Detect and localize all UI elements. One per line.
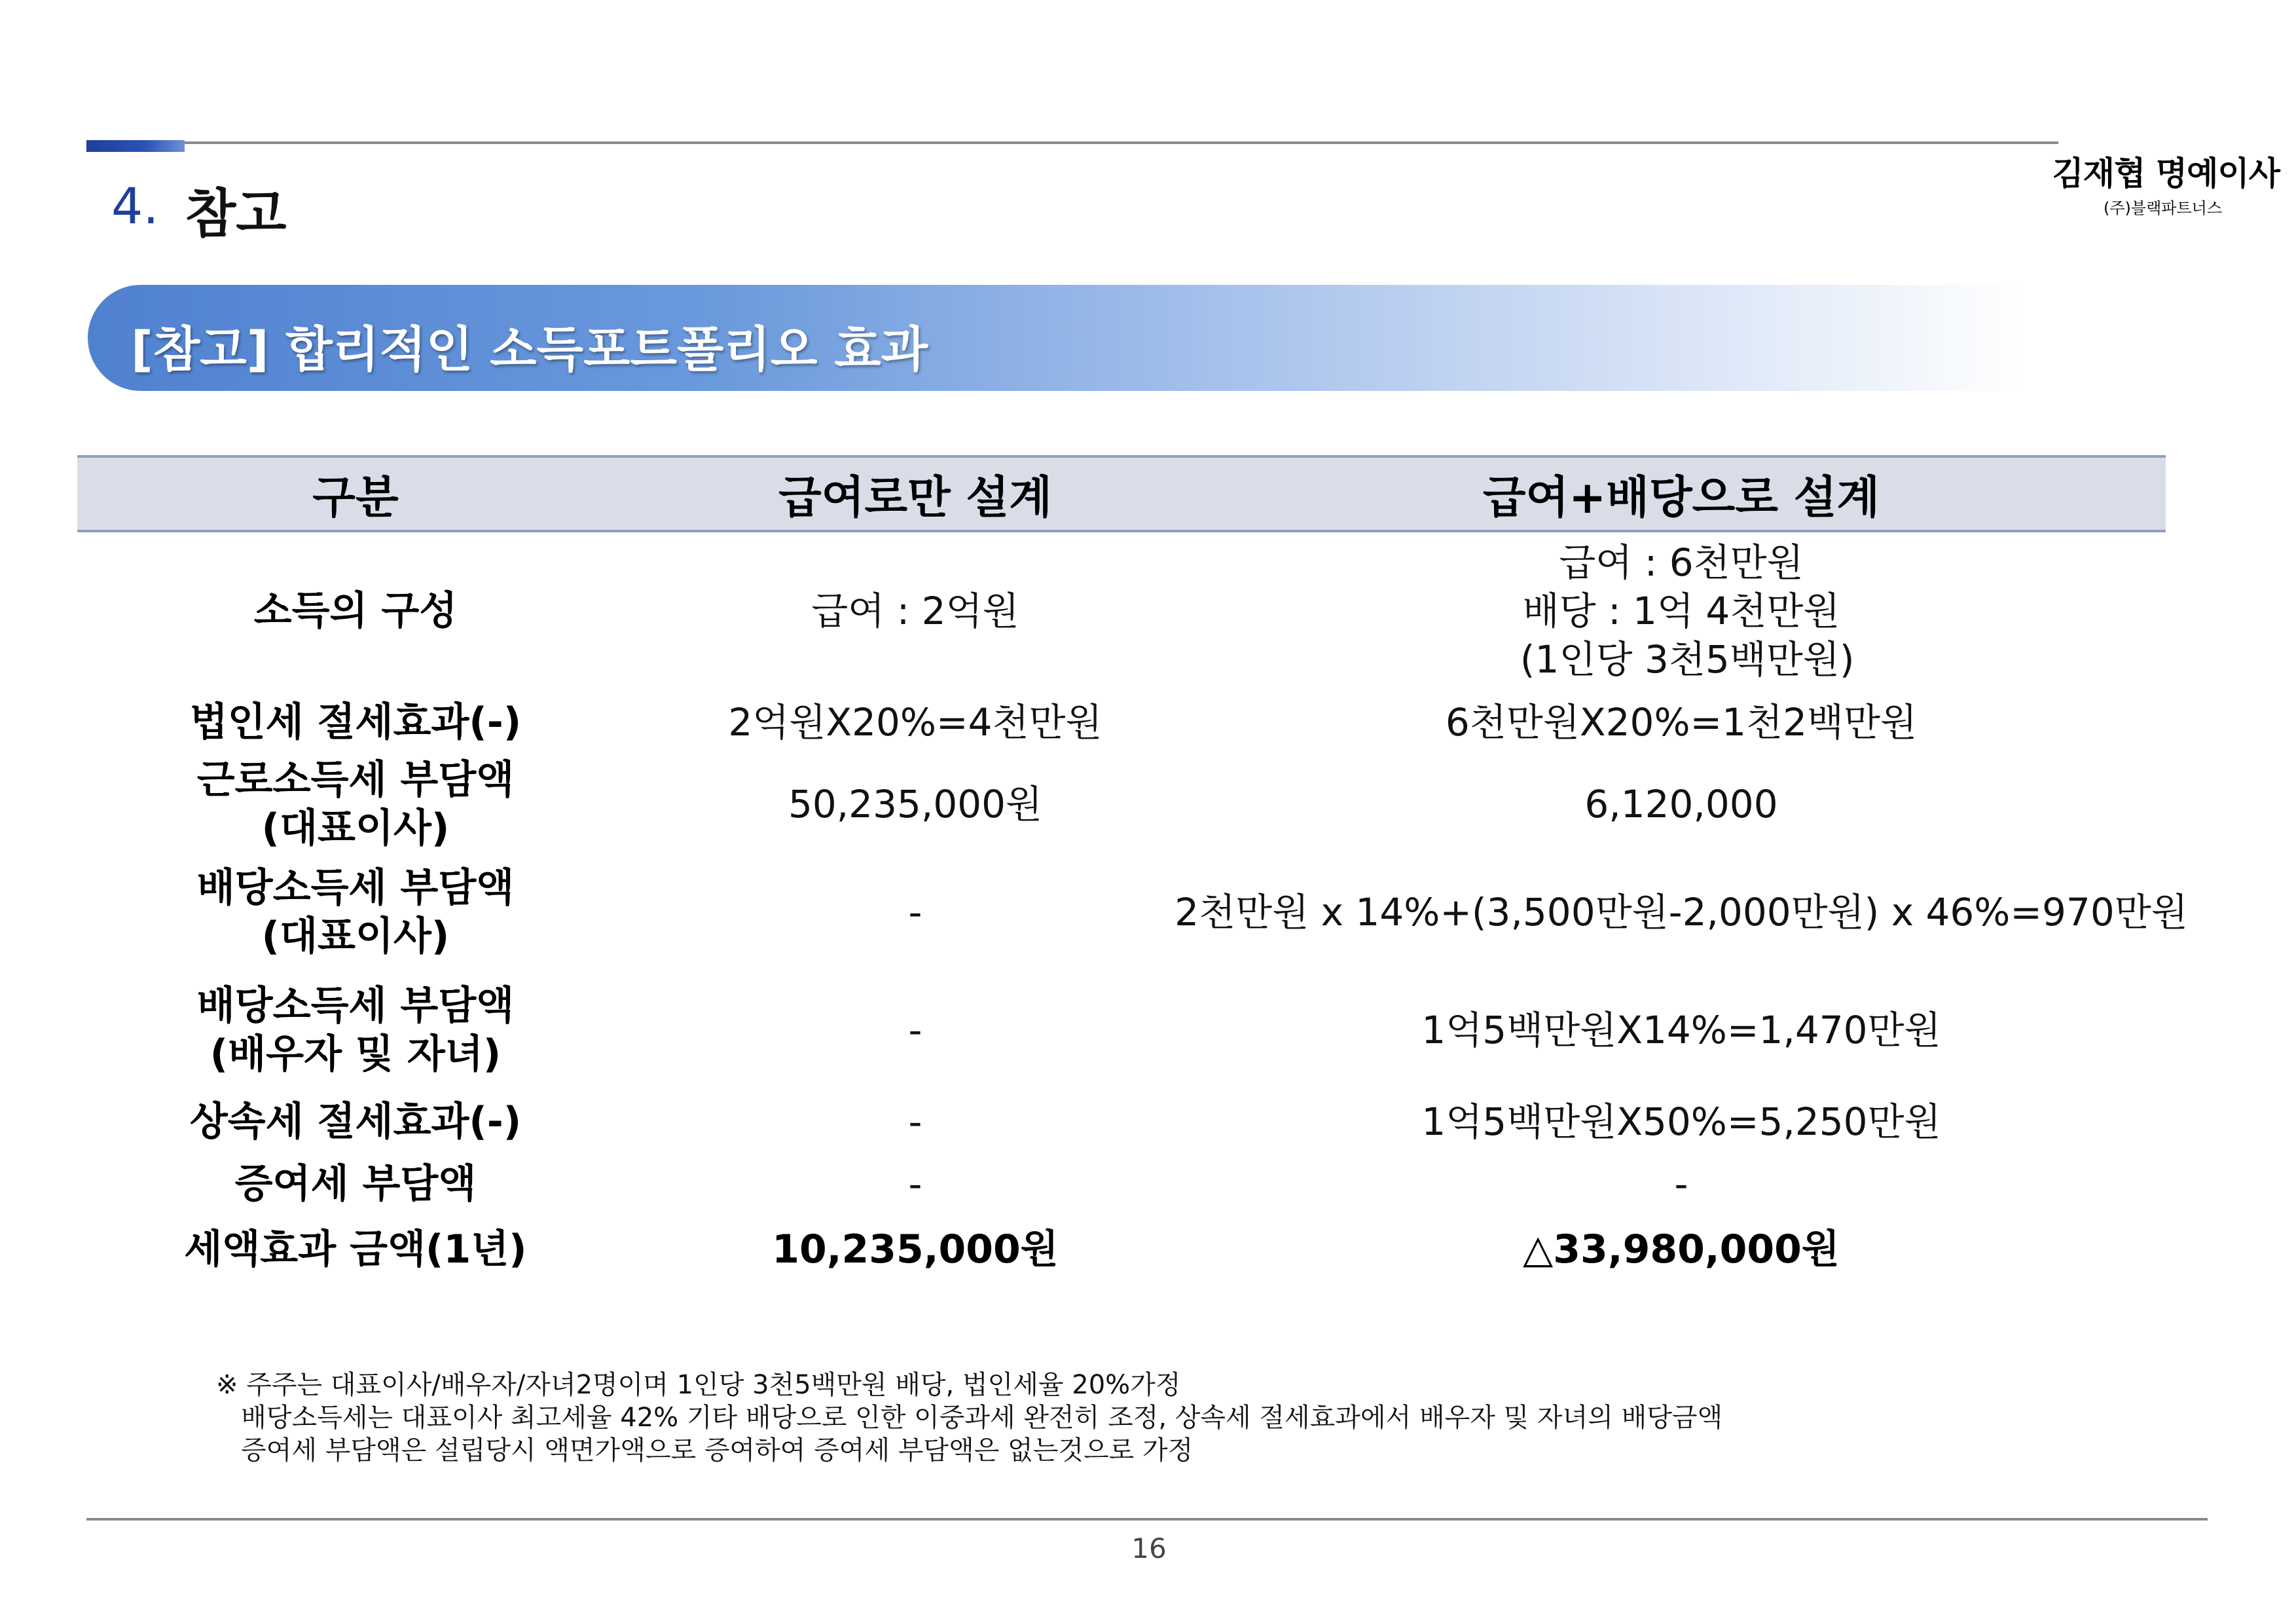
brand-company: (주)블랙파트너스 [2103,199,2222,217]
top-accent-bar [86,140,185,152]
salary-dividend-value: (1인당 3천5백만원) [1508,637,1855,682]
table-header [77,455,2166,532]
row-label-cell [77,1154,634,1213]
salary-only-value: - [908,1162,922,1206]
row-label-cell [77,755,634,853]
table-row [77,1213,2166,1285]
salary-dividend-value-cell [1197,971,2166,1089]
row-label-cell [77,1089,634,1154]
table-body [77,532,2188,1285]
salary-dividend-value-cell [1197,755,2166,853]
salary-only-value-cell [634,971,1197,1089]
row-label-cell [77,971,634,1089]
salary-dividend-value-cell [1197,1089,2166,1154]
salary-only-value: - [908,1008,922,1052]
salary-dividend-value-cell [1197,690,2166,755]
salary-dividend-value: 급여 : 6천만원 [1559,540,1804,585]
banner-title: [참고] 합리적인 소득포트폴리오 효과 [131,322,928,378]
row-label-cell [77,532,634,690]
row-label: 상속세 절세효과(-) [189,1099,522,1145]
comparison-table [77,455,2188,1285]
row-label-cell [77,853,634,971]
row-label: 증여세 부담액 [234,1161,477,1207]
header-category: 구분 [312,471,399,524]
bottom-rule [86,1518,2208,1521]
salary-only-value: - [908,890,922,934]
footnote-line: ※ 주주는 대표이사/배우자/자녀2명이며 1인당 3천5백만원 배당, 법인세율 20%가정 [216,1370,1181,1400]
page-number: 16 [1131,1532,1167,1564]
header-salary-only: 급여로만 설계 [778,471,1052,524]
header-salary-dividend: 급여+배당으로 설계 [1482,471,1880,524]
brand-name: 김재협 명예이사 [2052,155,2280,193]
salary-dividend-value: 6천만원X20%=1천2백만원 [1445,700,1918,745]
row-label-cell [77,1213,634,1285]
footnote-line: 증여세 부담액은 설립당시 액면가액으로 증여하여 증여세 부담액은 없는것으로 가정 [216,1435,1194,1466]
salary-only-value-cell [634,690,1197,755]
row-label: 세액효과 금액(1년) [184,1227,527,1272]
table-row [77,971,2166,1089]
salary-only-value: 2억원X20%=4천만원 [728,700,1102,745]
salary-dividend-value: 6,120,000 [1584,782,1778,826]
row-label: 배당소득세 부담액 [196,865,515,911]
row-label: 법인세 절세효과(-) [189,699,522,745]
row-label: (대표이사) [261,805,450,851]
table-row [77,1089,2166,1154]
salary-only-value: 50,235,000원 [788,782,1043,826]
table-row [77,853,2188,971]
salary-dividend-value: 1억5백만원X14%=1,470만원 [1421,1008,1941,1052]
salary-only-value-cell [634,1154,1197,1213]
salary-dividend-value-cell [1175,853,2188,971]
footnote-line: 배당소득세는 대표이사 최고세율 42% 기타 배당으로 인한 이중과세 완전히 조정, 상속세 절세효과에서 배우자 및 자녀의 배당금액 [216,1403,1723,1433]
salary-dividend-value-cell [1197,532,2166,690]
table-row [77,1154,2166,1213]
salary-dividend-value: △33,980,000원 [1523,1227,1840,1272]
salary-dividend-value: - [1674,1162,1688,1206]
row-label: (배우자 및 자녀) [210,1031,501,1077]
row-label: 배당소득세 부담액 [196,983,515,1029]
salary-dividend-value: 2천만원 x 14%+(3,500만원-2,000만원) x 46%=970만원 [1175,890,2188,934]
top-rule [86,141,2058,144]
row-label-cell [77,690,634,755]
salary-only-value: - [908,1099,922,1144]
salary-dividend-value: 배당 : 1억 4천만원 [1522,589,1840,633]
salary-only-value-cell [634,532,1197,690]
salary-only-value-cell [634,1213,1197,1285]
salary-dividend-value-cell [1197,1213,2166,1285]
row-label: 소득의 구성 [253,588,458,634]
salary-dividend-value-cell [1197,1154,2166,1213]
section-title: 참고 [185,183,287,244]
salary-dividend-value: 1억5백만원X50%=5,250만원 [1421,1099,1941,1144]
table-row [77,755,2166,853]
salary-only-value: 급여 : 2억원 [811,589,1019,633]
footnotes [216,1369,1722,1467]
section-number: 4. [111,177,159,235]
row-label: 근로소득세 부담액 [196,757,515,803]
salary-only-value-cell [634,755,1197,853]
table-row [77,690,2166,755]
table-row [77,532,2166,690]
salary-only-value-cell [634,853,1197,971]
salary-only-value: 10,235,000원 [772,1227,1059,1272]
salary-only-value-cell [634,1089,1197,1154]
row-label: (대표이사) [261,913,450,959]
